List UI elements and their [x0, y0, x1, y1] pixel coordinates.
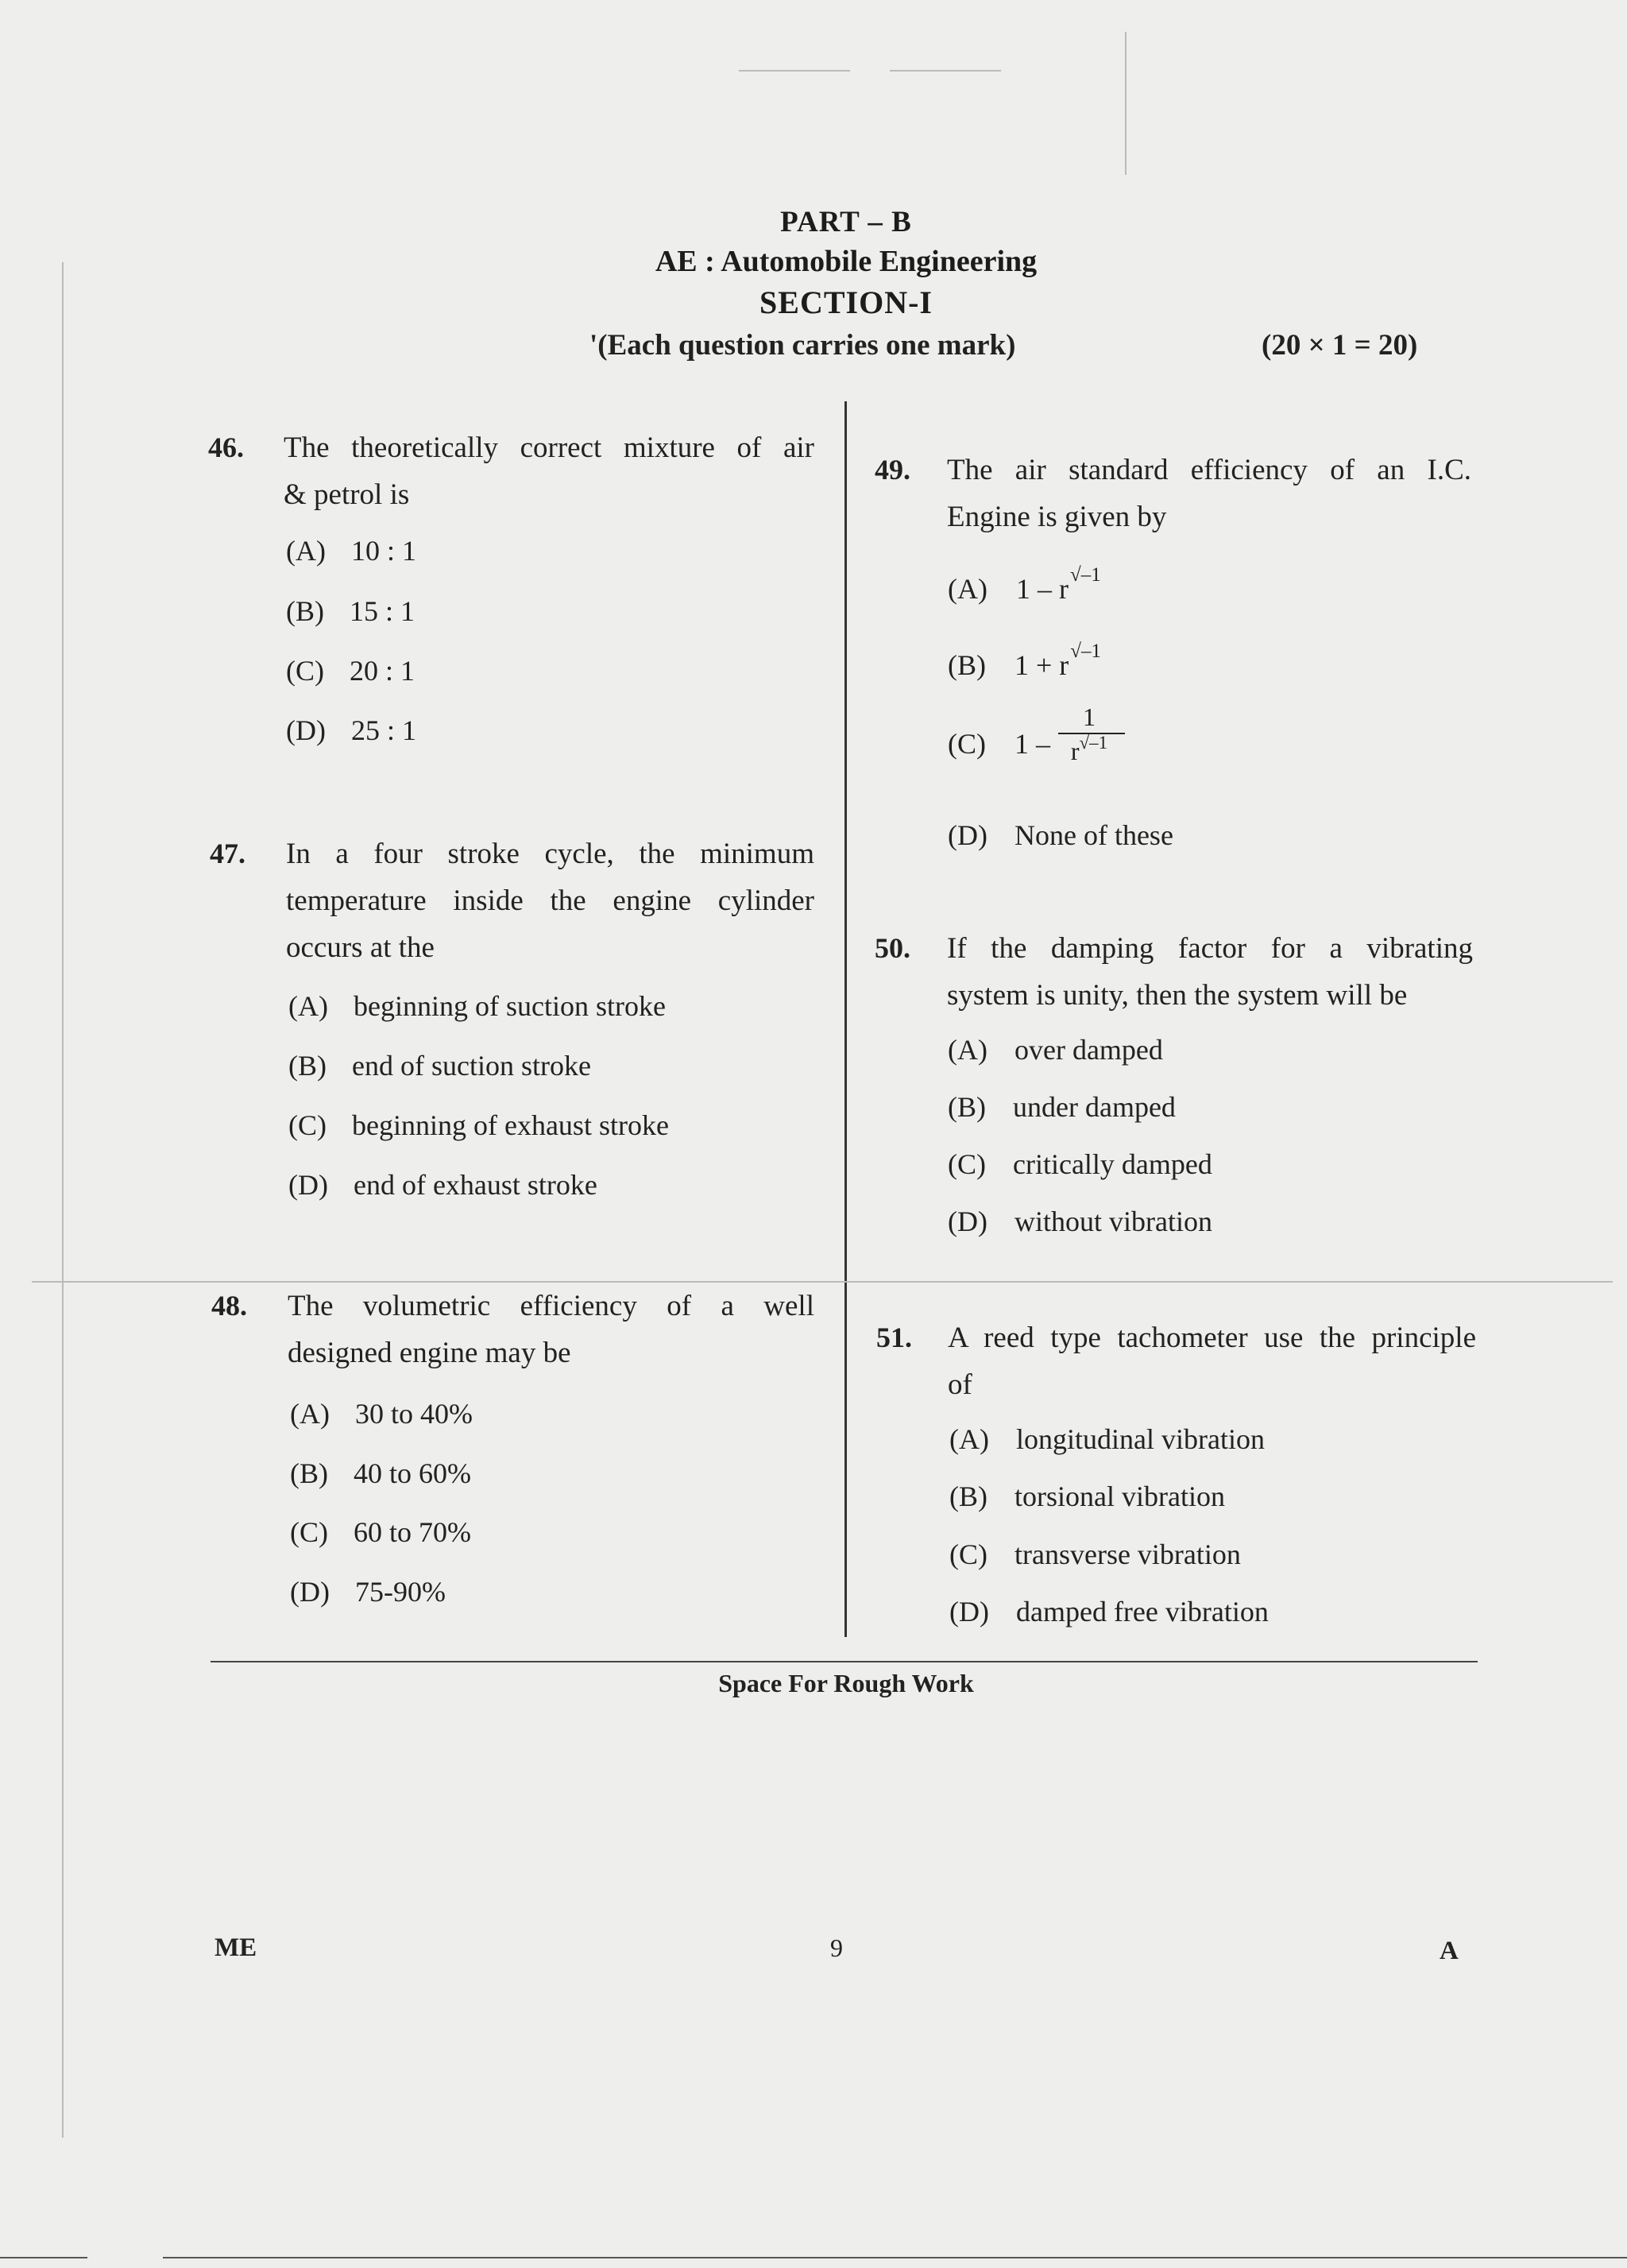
- option-label: (C): [948, 728, 986, 760]
- question-text-line: The air standard efficiency of an I.C.: [947, 454, 1471, 486]
- option-a[interactable]: [290, 1397, 473, 1430]
- option-text: 40 to 60%: [354, 1457, 471, 1489]
- option-formula: 1 + r: [1014, 649, 1069, 681]
- option-text: end of exhaust stroke: [353, 1169, 597, 1201]
- option-text: 75-90%: [354, 1576, 446, 1608]
- option-label: (C): [948, 1148, 986, 1180]
- formula-exponent: √–1: [1070, 641, 1102, 662]
- option-a[interactable]: [288, 989, 666, 1023]
- option-text: beginning of exhaust stroke: [352, 1109, 669, 1141]
- column-divider: [844, 401, 847, 1637]
- option-text: 30 to 40%: [354, 1398, 473, 1430]
- option-text: beginning of suction stroke: [353, 990, 666, 1022]
- question-text: [948, 1314, 1476, 1408]
- option-c[interactable]: [288, 1109, 669, 1142]
- scan-mark-top-2: [890, 70, 1001, 72]
- question-text-line: system is unity, then the system will be: [947, 979, 1408, 1012]
- marks-note: '(Each question carries one mark): [589, 329, 1016, 362]
- question-number: 49.: [875, 454, 910, 486]
- option-a[interactable]: [286, 534, 416, 567]
- question-number: 47.: [210, 838, 245, 869]
- question-text-line: A reed type tachometer use the principle: [948, 1322, 1476, 1354]
- part-heading: PART – B: [780, 206, 912, 238]
- option-label: (D): [286, 714, 326, 746]
- question-text-line: In a four stroke cycle, the minimum: [286, 838, 814, 870]
- option-c[interactable]: [286, 654, 415, 687]
- option-label: (A): [290, 1398, 330, 1430]
- option-d[interactable]: [286, 714, 416, 747]
- option-label: (B): [290, 1457, 328, 1489]
- formula-exponent: √–1: [1069, 564, 1101, 586]
- option-a[interactable]: [948, 1033, 1163, 1066]
- option-b[interactable]: [286, 594, 415, 628]
- option-label: (B): [949, 1480, 987, 1512]
- question-text-line: designed engine may be: [288, 1337, 571, 1369]
- option-d[interactable]: [948, 819, 1173, 852]
- question-text: [286, 830, 814, 971]
- option-d[interactable]: [288, 1168, 597, 1202]
- option-d[interactable]: [290, 1575, 446, 1608]
- option-text: None of these: [1014, 819, 1173, 851]
- option-text: torsional vibration: [1014, 1480, 1225, 1512]
- option-d[interactable]: [949, 1595, 1269, 1628]
- option-label: (D): [949, 1596, 989, 1627]
- question-text-line: occurs at the: [286, 931, 435, 964]
- question-number: 50.: [875, 932, 910, 964]
- option-c[interactable]: [948, 1148, 1212, 1181]
- question-number: 48.: [211, 1290, 247, 1322]
- option-text: 15 : 1: [350, 595, 415, 627]
- option-label: (B): [288, 1050, 327, 1082]
- option-label: (B): [948, 1091, 986, 1123]
- option-formula: 1 – r: [1015, 573, 1069, 605]
- total-marks: (20 × 1 = 20): [1262, 329, 1418, 362]
- option-text: transverse vibration: [1014, 1538, 1241, 1570]
- option-label: (C): [286, 655, 324, 687]
- option-formula: 1 –: [1014, 728, 1050, 760]
- question-number: 46.: [208, 432, 244, 463]
- scan-band: [32, 1281, 1613, 1283]
- option-text: 60 to 70%: [354, 1516, 471, 1548]
- option-text: critically damped: [1013, 1148, 1212, 1180]
- fraction-denominator: [1053, 733, 1125, 768]
- option-b[interactable]: [948, 1090, 1176, 1124]
- paper-code: ME: [214, 1933, 257, 1962]
- option-label: (D): [290, 1576, 330, 1608]
- page-number: 9: [830, 1933, 843, 1962]
- option-label: (B): [948, 649, 986, 681]
- option-b[interactable]: [949, 1480, 1225, 1513]
- option-label: (D): [288, 1169, 328, 1201]
- option-label: (A): [948, 1034, 987, 1066]
- fraction-numerator: 1: [1083, 702, 1096, 731]
- question-text-line: The theoretically correct mixture of air: [284, 432, 814, 464]
- option-label: (D): [948, 819, 987, 851]
- option-b[interactable]: [288, 1049, 591, 1082]
- option-label: (A): [286, 535, 326, 567]
- fraction: [1053, 702, 1125, 768]
- option-text: over damped: [1014, 1034, 1163, 1066]
- denominator-base: r: [1070, 737, 1080, 765]
- option-text: longitudinal vibration: [1015, 1423, 1265, 1455]
- question-text-line: of: [948, 1368, 972, 1401]
- option-text: end of suction stroke: [352, 1050, 591, 1082]
- option-a[interactable]: [949, 1422, 1265, 1456]
- question-text: [947, 925, 1473, 1019]
- question-text-line: temperature inside the engine cylinder: [286, 884, 814, 917]
- option-c[interactable]: [948, 727, 1050, 761]
- scan-mark-left-edge: [62, 262, 64, 2138]
- option-label: (C): [290, 1516, 328, 1548]
- question-number: 51.: [876, 1322, 912, 1353]
- option-b[interactable]: [948, 641, 1102, 682]
- option-text: 20 : 1: [350, 655, 415, 687]
- option-text: damped free vibration: [1015, 1596, 1269, 1627]
- option-label: (A): [288, 990, 328, 1022]
- rough-work-label: Space For Rough Work: [718, 1669, 974, 1697]
- option-d[interactable]: [948, 1205, 1212, 1238]
- option-c[interactable]: [949, 1538, 1241, 1571]
- question-text: [947, 447, 1471, 540]
- subject-heading: AE : Automobile Engineering: [655, 245, 1038, 278]
- rough-work-rule: [211, 1661, 1478, 1662]
- bottom-rule-left: [0, 2257, 87, 2258]
- option-a[interactable]: [948, 564, 1101, 606]
- scan-mark-top: [739, 70, 850, 72]
- question-text: [284, 424, 814, 518]
- question-text-line: If the damping factor for a vibrating: [947, 932, 1473, 965]
- question-text-line: & petrol is: [284, 478, 410, 511]
- option-label: (A): [948, 573, 987, 605]
- option-label: (B): [286, 595, 324, 627]
- bottom-rule-right: [163, 2257, 1627, 2258]
- section-heading: SECTION-I: [759, 284, 933, 320]
- option-label: (A): [949, 1423, 989, 1455]
- question-text-line: The volumetric efficiency of a well: [288, 1290, 814, 1322]
- option-c[interactable]: [290, 1515, 471, 1549]
- option-b[interactable]: [290, 1457, 471, 1490]
- option-text: 10 : 1: [350, 535, 416, 567]
- option-text: under damped: [1013, 1091, 1176, 1123]
- option-label: (C): [949, 1538, 987, 1570]
- option-text: without vibration: [1014, 1206, 1212, 1237]
- option-label: (C): [288, 1109, 327, 1141]
- question-text: [288, 1283, 814, 1376]
- denominator-exponent: √–1: [1079, 733, 1108, 753]
- option-text: 25 : 1: [350, 714, 416, 746]
- option-label: (D): [948, 1206, 987, 1237]
- scan-mark-vertical: [1125, 32, 1127, 175]
- question-set: A: [1440, 1937, 1459, 1965]
- question-text-line: Engine is given by: [947, 501, 1167, 533]
